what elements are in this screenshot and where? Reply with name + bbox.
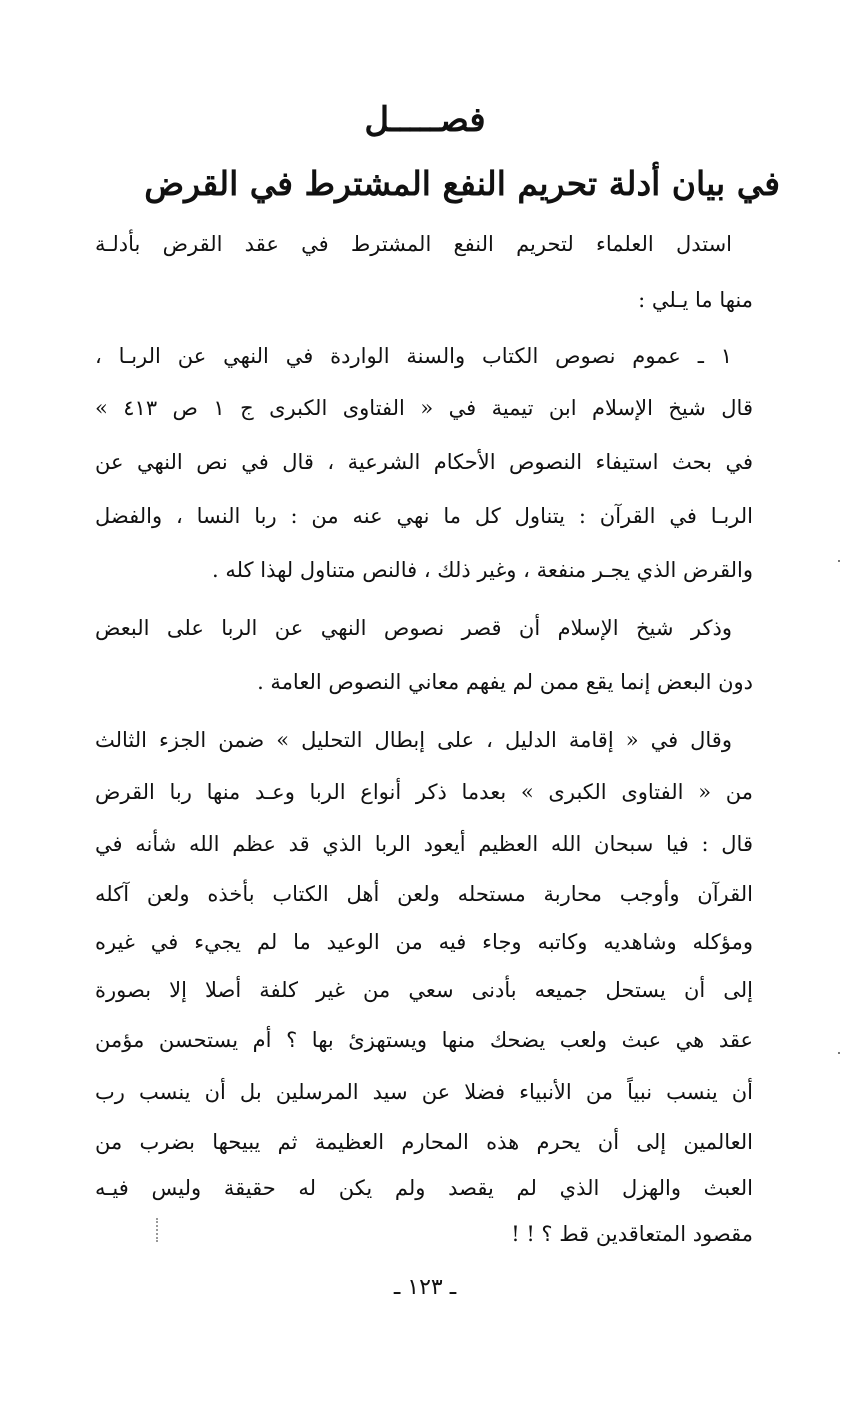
- text-line: قال : فيا سبحان الله العظيم أيعود الربا الذي قد عظم الله شأنه في: [95, 832, 753, 856]
- section-title: فصـــــل: [364, 100, 486, 140]
- text-line: الربـا في القرآن : يتناول كل ما نهي عنه من : ربا النسا ، والفضل: [95, 504, 753, 528]
- text-line: العبث والهزل الذي لم يقصد ولم يكن له حقيقة وليس فيـه: [95, 1176, 753, 1200]
- text-line: والقرض الذي يجـر منفعة ، وغير ذلك ، فالنص متناول لهذا كله .: [212, 558, 753, 582]
- text-line: دون البعض إنما يقع ممن لم يفهم معاني النصوص العامة .: [257, 670, 753, 694]
- text-line: القرآن وأوجب محاربة مستحله ولعن أهل الكتاب بأخذه ولعن آكله: [95, 882, 753, 906]
- section-subtitle: في بيان أدلة تحريم النفع المشترط في القرض: [144, 164, 780, 203]
- text-line: ومؤكله وشاهديه وكاتبه وجاء فيه من الوعيد ما لم يجيء في غيره: [95, 930, 753, 954]
- text-line: قال شيخ الإسلام ابن تيمية في « الفتاوى الكبرى ج ١ ص ٤١٣ »: [95, 396, 753, 420]
- text-line: منها ما يـلي :: [638, 288, 753, 312]
- text-line: أن ينسب نبياً من الأنبياء فضلا عن سيد المرسلين بل أن ينسب رب: [95, 1080, 753, 1104]
- text-line: من « الفتاوى الكبرى » بعدما ذكر أنواع الربا وعـد منها ربا القرض: [95, 780, 753, 804]
- text-line: مقصود المتعاقدين قط ؟ ! !: [511, 1222, 753, 1246]
- page-number: ـ ١٢٣ ـ: [393, 1275, 457, 1300]
- scan-dots: [156, 1218, 160, 1242]
- text-line: العالمين إلى أن يحرم هذه المحارم العظيمة ثم يبيحها بضرب من: [95, 1130, 753, 1154]
- scan-speck: [838, 1052, 840, 1054]
- text-line: وذكر شيخ الإسلام أن قصر نصوص النهي عن الربا على البعض: [95, 616, 732, 640]
- scan-speck: [838, 560, 840, 562]
- text-line: ١ ـ عموم نصوص الكتاب والسنة الواردة في النهي عن الربـا ،: [95, 344, 732, 368]
- text-line: في بحث استيفاء النصوص الأحكام الشرعية ، قال في نص النهي عن: [95, 450, 753, 474]
- text-line: استدل العلماء لتحريم النفع المشترط في عقد القرض بأدلـة: [95, 232, 732, 256]
- text-line: عقد هي عبث ولعب يضحك منها ويستهزئ بها ؟ أم يستحسن مؤمن: [95, 1028, 753, 1052]
- text-line: إلى أن يستحل جميعه بأدنى سعي من غير كلفة أصلا إلا بصورة: [95, 978, 753, 1002]
- text-line: وقال في « إقامة الدليل ، على إبطال التحليل » ضمن الجزء الثالث: [95, 728, 732, 752]
